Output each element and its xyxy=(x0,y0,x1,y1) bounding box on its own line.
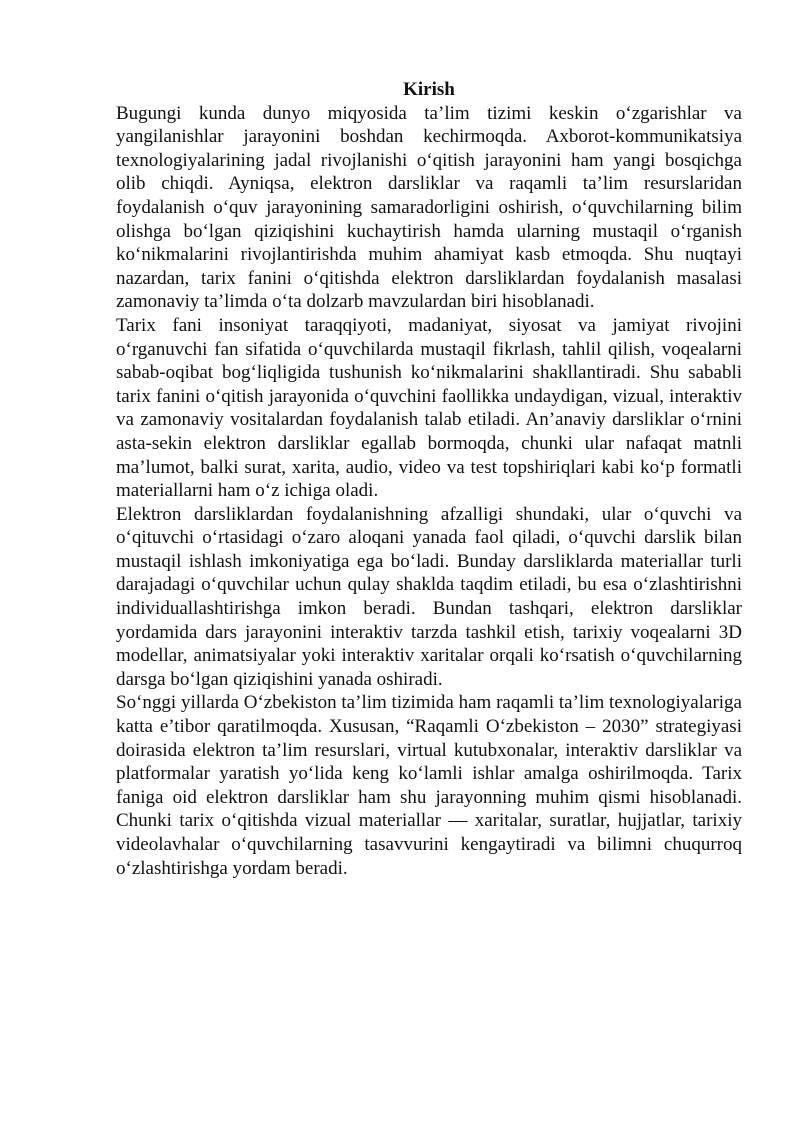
paragraph-4: So‘nggi yillarda O‘zbekiston ta’lim tizimida ham raqamli ta’lim texnologiyalariga katta e’tibor qaratilmoqda. Xususan, “Raqamli O‘zbekiston – 2030” strategiyasi doirasida elektron ta’lim resurslari, virtual kutubxonalar, interaktiv darsliklar va platformalar yaratish yo‘lida keng ko‘lamli ishlar amalga oshirilmoqda. Tarix faniga oid elektron darsliklar ham shu jarayonning muhim qismi hisoblanadi. Chunki tarix o‘qitishda vizual materiallar — xaritalar, suratlar, hujjatlar, tarixiy videolavhalar o‘quvchilarning tasavvurini kengaytiradi va bilimni chuqurroq o‘zlashtirishga yordam beradi. xyxy=(116,692,742,879)
paragraph-2: Tarix fani insoniyat taraqqiyoti, madaniyat, siyosat va jamiyat rivojini o‘rganuvchi fan sifatida o‘quvchilarda mustaqil fikrlash, tahlil qilish, voqealarni sabab-oqibat bog‘liqligida tushunish ko‘nikmalarini shakllantiradi. Shu sababli tarix fanini o‘qitish jarayonida o‘quvchini faollikka undaydigan, vizual, interaktiv va zamonaviy vositalardan foydalanish talab etiladi. An’anaviy darsliklar o‘rnini asta-sekin elektron darsliklar egallab bormoqda, chunki ular nafaqat matnli ma’lumot, balki surat, xarita, audio, video va test topshiriqlari kabi ko‘p formatli materiallarni ham o‘z ichiga oladi. xyxy=(116,314,742,502)
paragraph-3: Elektron darsliklardan foydalanishning afzalligi shundaki, ular o‘quvchi va o‘qituvchi o‘rtasidagi o‘zaro aloqani yanada faol qiladi, o‘quvchi darslik bilan mustaqil ishlash imkoniyatiga ega bo‘ladi. Bunday darsliklarda materiallar turli darajadagi o‘quvchilar uchun qulay shaklda taqdim etiladi, bu esa o‘zlashtirishni individuallashtirishga imkon beradi. Bundan tashqari, elektron darsliklar yordamida dars jarayonini interaktiv tarzda tashkil etish, tarixiy voqealarni 3D modellar, animatsiyalar yoki interaktiv xaritalar orqali ko‘rsatish o‘quvchilarning darsga bo‘lgan qiziqishini yanada oshiradi. xyxy=(116,503,742,690)
document-page xyxy=(116,78,742,880)
paragraph-1: Bugungi kunda dunyo miqyosida ta’lim tizimi keskin o‘zgarishlar va yangilanishlar jarayonini boshdan kechirmoqda. Axborot-kommunikatsiya texnologiyalarining jadal rivojlanishi o‘qitish jarayonini ham yangi bosqichga olib chiqdi. Ayniqsa, elektron darsliklar va raqamli ta’lim resurslaridan foydalanish o‘quv jarayonining samaradorligini oshirish, o‘quvchilarning bilim olishga bo‘lgan qiziqishini kuchaytirish hamda ularning mustaqil o‘rganish ko‘nikmalarini rivojlantirishda muhim ahamiyat kasb etmoqda. Shu nuqtayi nazardan, tarix fanini o‘qitishda elektron darsliklardan foydalanish masalasi zamonaviy ta’limda o‘ta dolzarb mavzulardan biri hisoblanadi. xyxy=(116,102,742,313)
document-title: Kirish xyxy=(403,79,455,100)
